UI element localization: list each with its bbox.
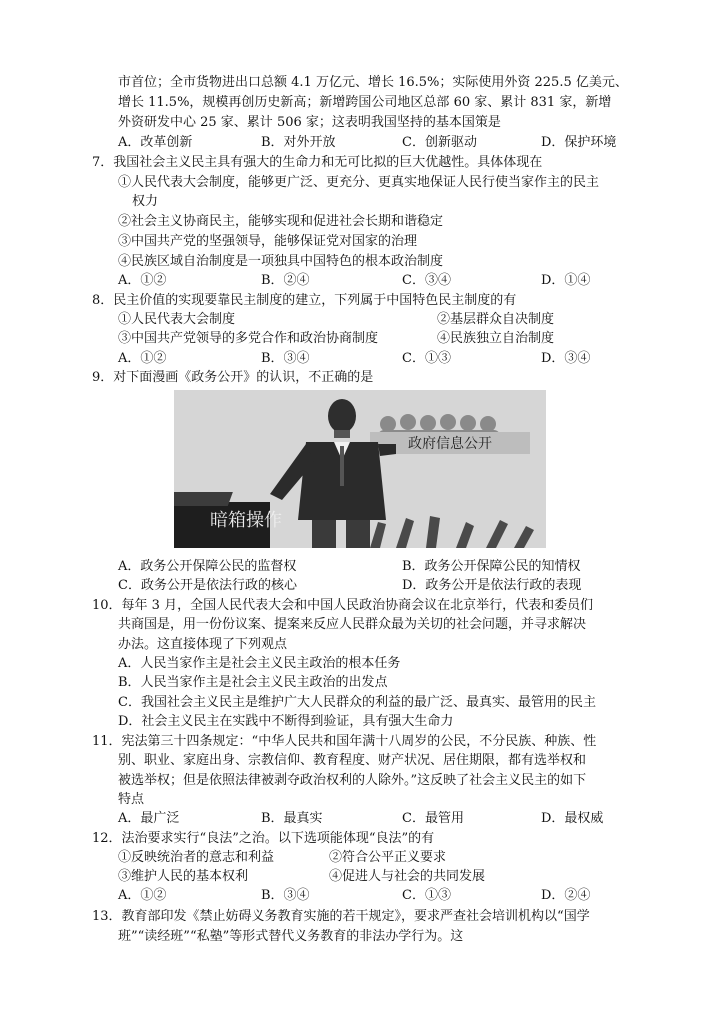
q9-option-c: C．政务公开是依法行政的核心: [118, 578, 297, 593]
q8-option-b: B．③④: [261, 351, 310, 366]
q12-item-2: ②符合公平正义要求: [329, 850, 447, 865]
q9-option-b: B．政务公开保障公民的知情权: [402, 559, 581, 574]
intro-line-2: 增长 11.5%，规模再创历史新高；新增跨国公司地区总部 60 家、累计 831 家，新增: [118, 95, 612, 110]
q8-item-3: ③中国共产党领导的多党合作和政治协商制度: [118, 331, 379, 346]
q13-stem-2: 班”“读经班”“私塾”等形式替代义务教育的非法办学行为。这: [118, 929, 464, 944]
cartoon-sign-text: 政府信息公开: [408, 436, 492, 452]
q7-option-d: D．①④: [541, 273, 591, 288]
q10-stem-2: 共商国是，用一份份议案、提案来反应人民群众最为关切的社会问题，并寻求解决: [118, 617, 587, 632]
q13-stem-1: 13．教育部印发《禁止妨碍义务教育实施的若干规定》，要求严查社会培训机构以“国学: [92, 909, 590, 924]
q11-stem-1: 11．宪法第三十四条规定：“中华人民共和国年满十八周岁的公民，不分民族、种族、性: [92, 734, 597, 749]
q7-option-a: A．①②: [118, 273, 167, 288]
q7-item-3: ③中国共产党的坚强领导，能够保证党对国家的治理: [118, 234, 418, 249]
q12-option-d: D．②④: [541, 888, 591, 903]
q12-item-3: ③维护人民的基本权利: [118, 869, 249, 884]
q11-stem-2: 别、职业、家庭出身、宗教信仰、教育程度、财产状况、居住期限，都有选举权和: [118, 753, 587, 768]
q10-stem-3: 办法。这直接体现了下列观点: [118, 637, 288, 652]
intro-option-b: B．对外开放: [261, 135, 336, 150]
q11-stem-4: 特点: [118, 792, 145, 807]
q7-item-1-cont: 权力: [132, 194, 159, 209]
q9-stem: 9．对下面漫画《政务公开》的认识，不正确的是: [92, 370, 374, 385]
black-box-text: 暗箱操作: [210, 510, 282, 531]
q7-option-c: C．③④: [402, 273, 451, 288]
intro-option-d: D．保护环境: [541, 135, 617, 150]
q8-item-2: ②基层群众自决制度: [437, 312, 555, 327]
q12-item-4: ④促进人与社会的共同发展: [329, 869, 486, 884]
q9-option-a: A．政务公开保障公民的监督权: [118, 559, 297, 574]
q9-option-d: D．政务公开是依法行政的表现: [402, 578, 582, 593]
q7-item-2: ②社会主义协商民主，能够实现和促进社会长期和谐稳定: [118, 214, 444, 229]
q10-option-a: A．人民当家作主是社会主义民主政治的根本任务: [118, 656, 401, 671]
cartoon-government-transparency: [174, 390, 546, 548]
q11-option-c: C．最管用: [402, 811, 464, 826]
q12-option-c: C．①③: [402, 888, 451, 903]
intro-option-c: C．创新驱动: [402, 135, 477, 150]
q11-option-b: B．最真实: [261, 811, 323, 826]
q7-stem: 7．我国社会主义民主具有强大的生命力和无可比拟的巨大优越性。具体体现在: [92, 155, 543, 170]
intro-line-3: 外资研发中心 25 家、累计 506 家；这表明我国坚持的基本国策是: [118, 115, 501, 130]
q7-item-1: ①人民代表大会制度，能够更广泛、更充分、更真实地保证人民行使当家作主的民主: [118, 175, 600, 190]
q12-item-1: ①反映统治者的意志和利益: [118, 850, 275, 865]
intro-line-1: 市首位；全市货物进出口总额 4.1 万亿元、增长 16.5%；实际使用外资 225.5 亿美元、: [118, 75, 628, 90]
q10-option-d: D．社会主义民主在实践中不断得到验证，具有强大生命力: [118, 714, 454, 729]
intro-option-a: A．改革创新: [118, 135, 193, 150]
q11-option-d: D．最权威: [541, 811, 604, 826]
q8-item-4: ④民族独立自治制度: [437, 331, 555, 346]
q10-stem-1: 10．每年 3 月，全国人民代表大会和中国人民政治协商会议在北京举行，代表和委员们: [92, 598, 594, 613]
q8-option-a: A．①②: [118, 351, 167, 366]
q8-option-d: D．③④: [541, 351, 591, 366]
q8-item-1: ①人民代表大会制度: [118, 312, 236, 327]
q7-option-b: B．②④: [261, 273, 310, 288]
q11-option-a: A．最广泛: [118, 811, 180, 826]
q7-item-4: ④民族区域自治制度是一项独具中国特色的根本政治制度: [118, 254, 444, 269]
q8-stem: 8．民主价值的实现要靠民主制度的建立，下列属于中国特色民主制度的有: [92, 293, 517, 308]
q12-option-a: A．①②: [118, 888, 167, 903]
q12-option-b: B．③④: [261, 888, 310, 903]
q10-option-b: B．人民当家作主是社会主义民主政治的出发点: [118, 675, 388, 690]
q11-stem-3: 被选举权；但是依照法律被剥夺政治权利的人除外。”这反映了社会主义民主的如下: [118, 773, 587, 788]
q12-stem: 12．法治要求实行“良法”之治。以下选项能体现“良法”的有: [92, 831, 435, 846]
q8-option-c: C．①③: [402, 351, 451, 366]
q10-option-c: C．我国社会主义民主是维护广大人民群众的利益的最广泛、最真实、最管用的民主: [118, 695, 596, 710]
